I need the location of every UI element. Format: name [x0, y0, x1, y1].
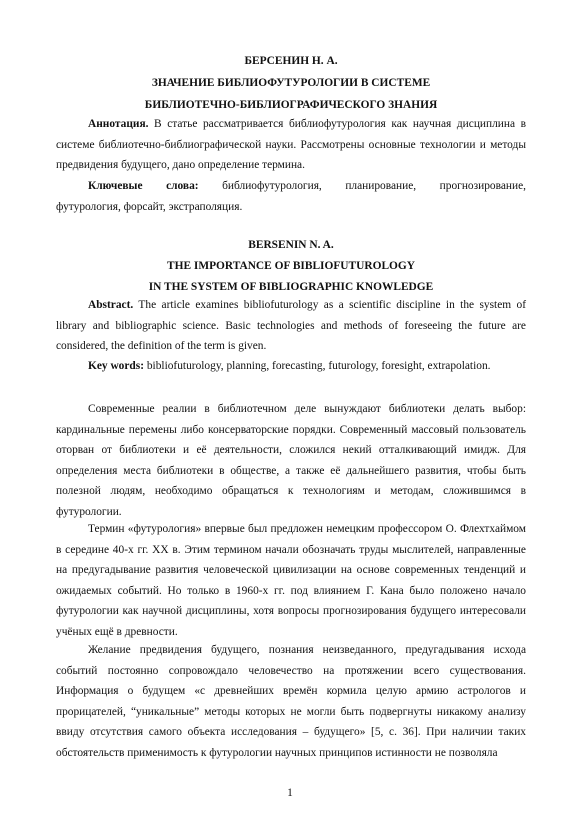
ru-abstract-label: Аннотация.	[88, 118, 149, 130]
page-number: 1	[287, 787, 293, 799]
ru-title-line2: БИБЛИОТЕЧНО-БИБЛИОГРАФИЧЕСКОГО ЗНАНИЯ	[144, 99, 438, 111]
ru-author: БЕРСЕНИН Н. А.	[244, 55, 338, 67]
ru-keywords-line1	[56, 176, 526, 197]
ru-title-line1: ЗНАЧЕНИЕ БИБЛИОФУТУРОЛОГИИ В СИСТЕМЕ	[151, 77, 431, 89]
en-keywords-text: bibliofuturology, planning, forecasting, futurology, foresight, extrapolation.	[144, 360, 491, 372]
en-abstract-label: Abstract.	[88, 299, 134, 311]
en-keywords-label: Key words:	[88, 360, 144, 372]
en-abstract-text: The article examines bibliofuturology as a scientific discipline in the system of library and bibliographic science. Basic technologies and methods of foreseeing the future are considered, the definition of the term is given.	[56, 299, 526, 352]
ru-keywords-label-2: слова:	[166, 180, 199, 192]
ru-keyword-3: прогнозирование,	[439, 180, 526, 192]
en-author: BERSENIN N. A.	[248, 239, 334, 251]
ru-abstract-text: В статье рассматривается библиофутурология как научная дисциплина в системе библиотечно-библиографической науки. Рассмотрены основные технологии и методы предвидения будущего, дано определение термина.	[56, 118, 526, 171]
body-paragraph-2: Термин «футурология» впервые был предложен немецким профессором О. Флехтхаймом в середине 40-х гг. XX в. Этим термином начали обозначать труды мыслителей, направленные на предугадывание развития человеческой цивилизации на основе современных тенденций и ожидаемых событий. Но только в 1960-х гг. под влиянием Г. Кана было положено начало футурологии как научной дисциплины, хотя вопросы прогнозирования будущего интересовали учёных ещё в древности.	[56, 523, 526, 638]
body-paragraph-3: Желание предвидения будущего, познания неизведанного, предугадывания исхода событий постоянно сопровождало человечество на протяжении всего существования. Информация о будущем «с древнейших времён кормила целую армию астрологов и прорицателей, “уникальные” методы которых не могли быть подвергнуты никакому анализу ввиду отсутствия самого объекта исследования – будущего» [5, с. 36]. При наличии таких обстоятельств применимость к футурологии научных принципов истинности не позволяла	[56, 644, 526, 759]
en-title-line2: IN THE SYSTEM OF BIBLIOGRAPHIC KNOWLEDGE	[148, 281, 434, 293]
en-title-line1: THE IMPORTANCE OF BIBLIOFUTUROLOGY	[166, 260, 415, 272]
body-paragraph-1: Современные реалии в библиотечном деле вынуждают библиотеки делать выбор: кардинальные перемены либо консерваторские порядки. Современный массовый пользователь оторван от библиотеки и её деятельности, сложился некий отталкивающий имидж. Для определения места библиотеки в обществе, а также её дальнейшего развития, чтобы быть полезной людям, необходимо обращаться к технологиям и методам, сложившимся в футурологии.	[56, 403, 526, 518]
ru-abstract	[56, 114, 526, 176]
ru-keywords-label-1: Ключевые	[88, 180, 143, 192]
en-abstract	[56, 295, 526, 357]
ru-keyword-1: библиофутурология,	[222, 180, 322, 192]
en-header	[56, 236, 526, 296]
ru-keywords-line2: футурология, форсайт, экстраполяция.	[56, 200, 243, 213]
ru-keywords	[56, 176, 526, 217]
ru-keyword-2: планирование,	[345, 180, 417, 192]
ru-header	[56, 52, 526, 114]
en-keywords	[56, 356, 526, 377]
